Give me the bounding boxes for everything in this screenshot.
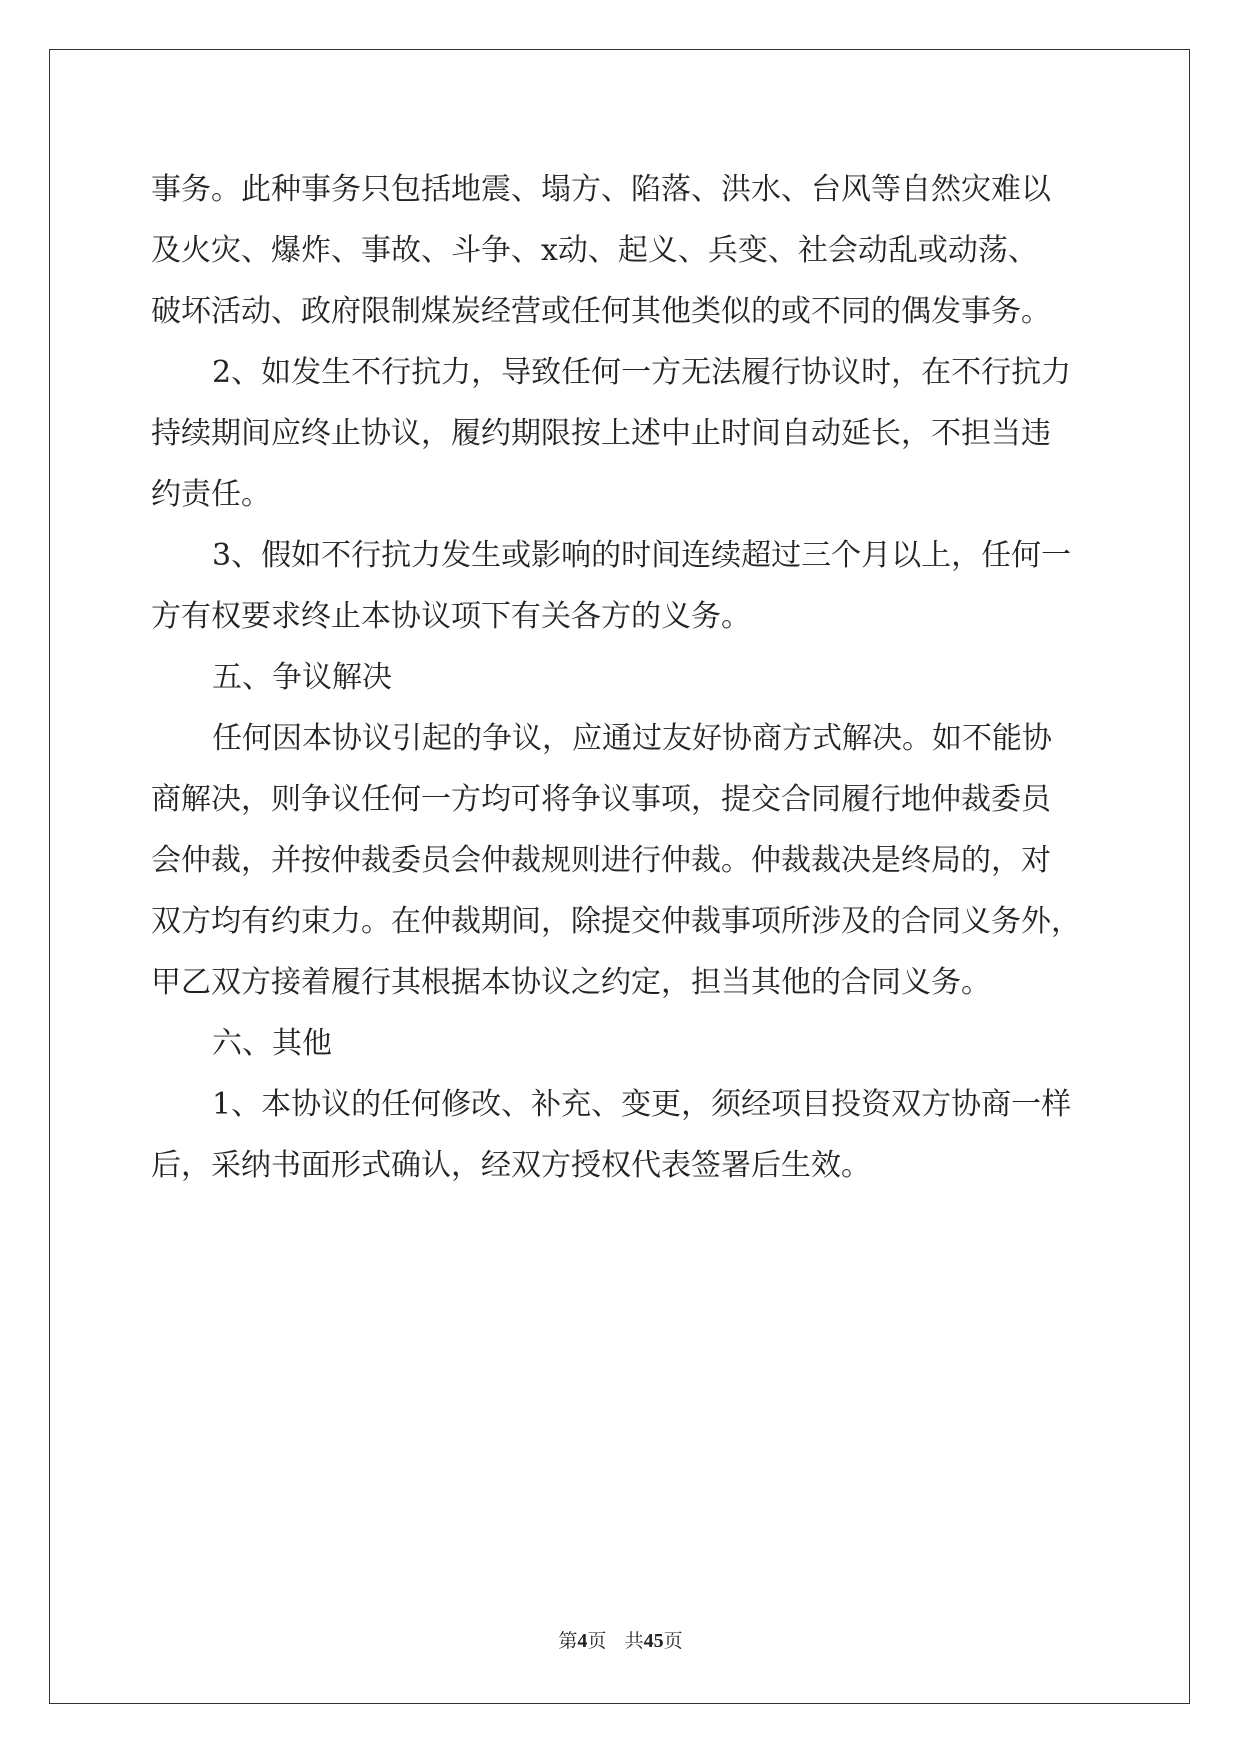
body-line: 及火灾、爆炸、事故、斗争、x动、起义、兵变、社会动乱或动荡、 [151,233,1038,268]
body-line: 事务。此种事务只包括地震、塌方、陷落、洪水、台风等自然灾难以 [151,172,1051,207]
total-pages-number: 45 [643,1630,664,1652]
footer-page-suffix: 页 [587,1630,607,1652]
body-line: 任何因本协议引起的争议，应通过友好协商方式解决。如不能协 [212,721,1052,756]
body-line: 1、本协议的任何修改、补充、变更，须经项目投资双方协商一样 [212,1087,1072,1122]
body-line: 方有权要求终止本协议项下有关各方的义务。 [151,599,751,634]
body-line: 持续期间应终止协议，履约期限按上述中止时间自动延长，不担当违 [151,416,1051,451]
body-line: 3、假如不行抗力发生或影响的时间连续超过三个月以上，任何一 [212,538,1072,573]
section-heading: 六、其他 [212,1026,332,1061]
body-line: 商解决，则争议任何一方均可将争议事项，提交合同履行地仲裁委员 [151,782,1051,817]
body-line: 破坏活动、政府限制煤炭经营或任何其他类似的或不同的偶发事务。 [151,294,1051,329]
current-page-number: 4 [577,1630,588,1652]
body-line: 双方均有约束力。在仲裁期间，除提交仲裁事项所涉及的合同义务外， [151,904,1081,939]
body-line: 甲乙双方接着履行其根据本协议之约定，担当其他的合同义务。 [151,965,991,1000]
footer-total-prefix: 共 [624,1630,644,1652]
section-heading: 五、争议解决 [212,660,392,695]
body-line: 2、如发生不行抗力，导致任何一方无法履行协议时，在不行抗力 [212,355,1072,390]
body-line: 约责任。 [151,477,271,512]
footer-total-suffix: 页 [663,1630,683,1652]
body-line: 后，采纳书面形式确认，经双方授权代表签署后生效。 [151,1148,871,1183]
footer-prefix: 第 [558,1630,578,1652]
page-footer [0,1626,1241,1653]
body-line: 会仲裁，并按仲裁委员会仲裁规则进行仲裁。仲裁裁决是终局的，对 [151,843,1051,878]
